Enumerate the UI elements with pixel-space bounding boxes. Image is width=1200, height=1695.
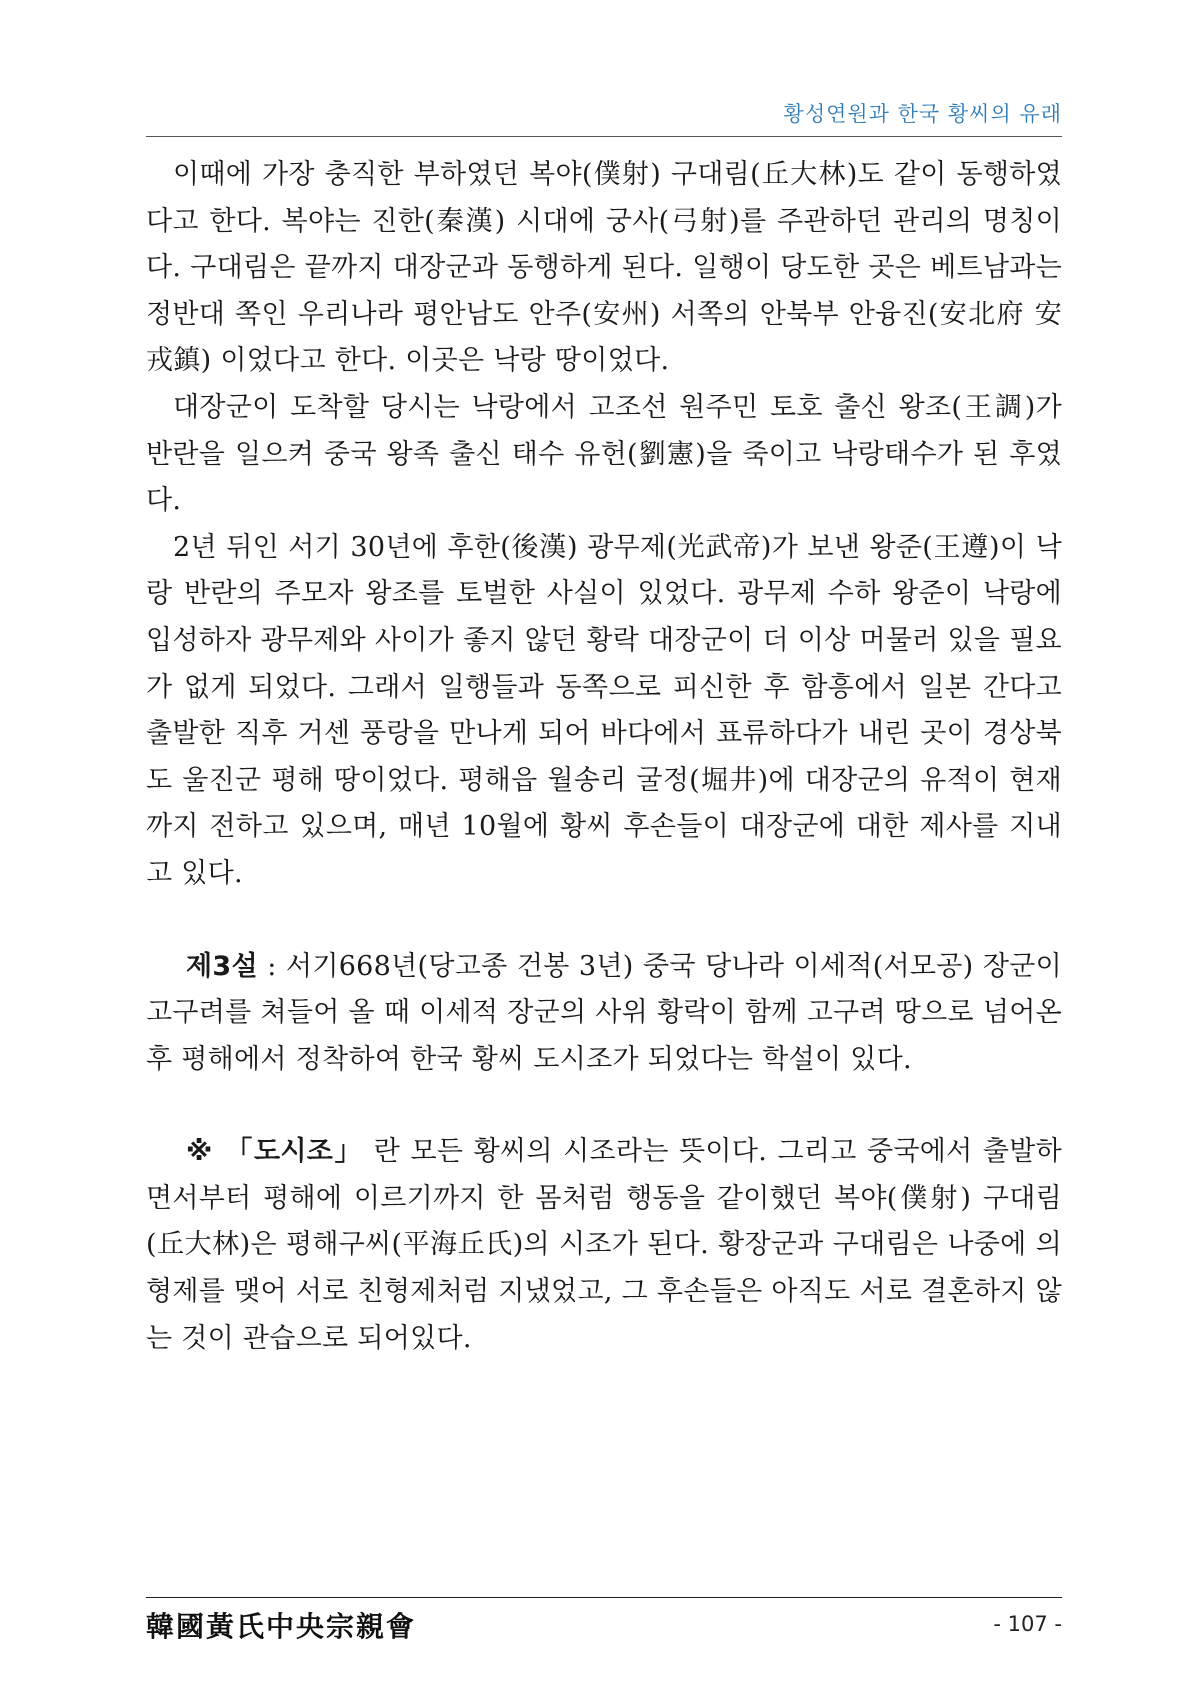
organization-logo: 韓國黃氏中央宗親會 bbox=[146, 1610, 417, 1643]
paragraph-note bbox=[146, 1129, 1062, 1362]
paragraph-theory-3 bbox=[146, 944, 1062, 1084]
note-label: ※ 「도시조」 bbox=[186, 1136, 364, 1168]
note-text: 란 모든 황씨의 시조라는 뜻이다. 그리고 중국에서 출발하면서부터 평해에 이르기까지 한 몸처럼 행동을 같이했던 복야(僕射) 구대림(丘大林)은 평해구씨(平海丘氏)의 시조가 된다. 황장군과 구대림은 나중에 의형제를 맺어 서로 친형제처럼 지냈었고, 그 후손들은 아직도 서로 결혼하지 않는 것이 관습으로 되어있다. bbox=[146, 1136, 1062, 1354]
footer-divider bbox=[146, 1597, 1062, 1598]
page-body bbox=[146, 152, 1062, 1362]
theory-3-text: : 서기668년(당고종 건봉 3년) 중국 당나라 이세적(서모공) 장군이 고구려를 쳐들어 올 때 이세적 장군의 사위 황락이 함께 고구려 땅으로 넘어온 후 평해에서 정착하여 한국 황씨 도시조가 되었다는 학설이 있다. bbox=[146, 950, 1062, 1075]
page-number: - 107 - bbox=[993, 1612, 1062, 1636]
header-divider bbox=[146, 136, 1062, 137]
theory-3-label: 제3설 bbox=[186, 950, 258, 982]
paragraph-1: 이때에 가장 충직한 부하였던 복야(僕射) 구대림(丘大林)도 같이 동행하였다고 한다. 복야는 진한(秦漢) 시대에 궁사(弓射)를 주관하던 관리의 명칭이다. 구대림은 끝까지 대장군과 동행하게 된다. 일행이 당도한 곳은 베트남과는 정반대 쪽인 우리나라 평안남도 안주(安州) 서쪽의 안북부 안융진(安北府 安戎鎮) 이었다고 한다. 이곳은 낙랑 땅이었다. bbox=[146, 159, 1062, 377]
paragraph-2: 대장군이 도착할 당시는 낙랑에서 고조선 원주민 토호 출신 왕조(王調)가 반란을 일으켜 중국 왕족 출신 태수 유헌(劉憲)을 죽이고 낙랑태수가 된 후였다. bbox=[146, 391, 1062, 517]
paragraph-3: 2년 뒤인 서기 30년에 후한(後漢) 광무제(光武帝)가 보낸 왕준(王遵)이 낙랑 반란의 주모자 왕조를 토벌한 사실이 있었다. 광무제 수하 왕준이 낙랑에 입성하자 광무제와 사이가 좋지 않던 황락 대장군이 더 이상 머물러 있을 필요가 없게 되었다. 그래서 일행들과 동쪽으로 피신한 후 함흥에서 일본 간다고 출발한 직후 거센 풍랑을 만나게 되어 바다에서 표류하다가 내린 곳이 경상북도 울진군 평해 땅이었다. 평해읍 월송리 굴정(堀井)에 대장군의 유적이 현재까지 전하고 있으며, 매년 10월에 황씨 후손들이 대장군에 대한 제사를 지내고 있다. bbox=[146, 531, 1062, 889]
running-header-title: 황성연원과 한국 황씨의 유래 bbox=[783, 102, 1062, 126]
